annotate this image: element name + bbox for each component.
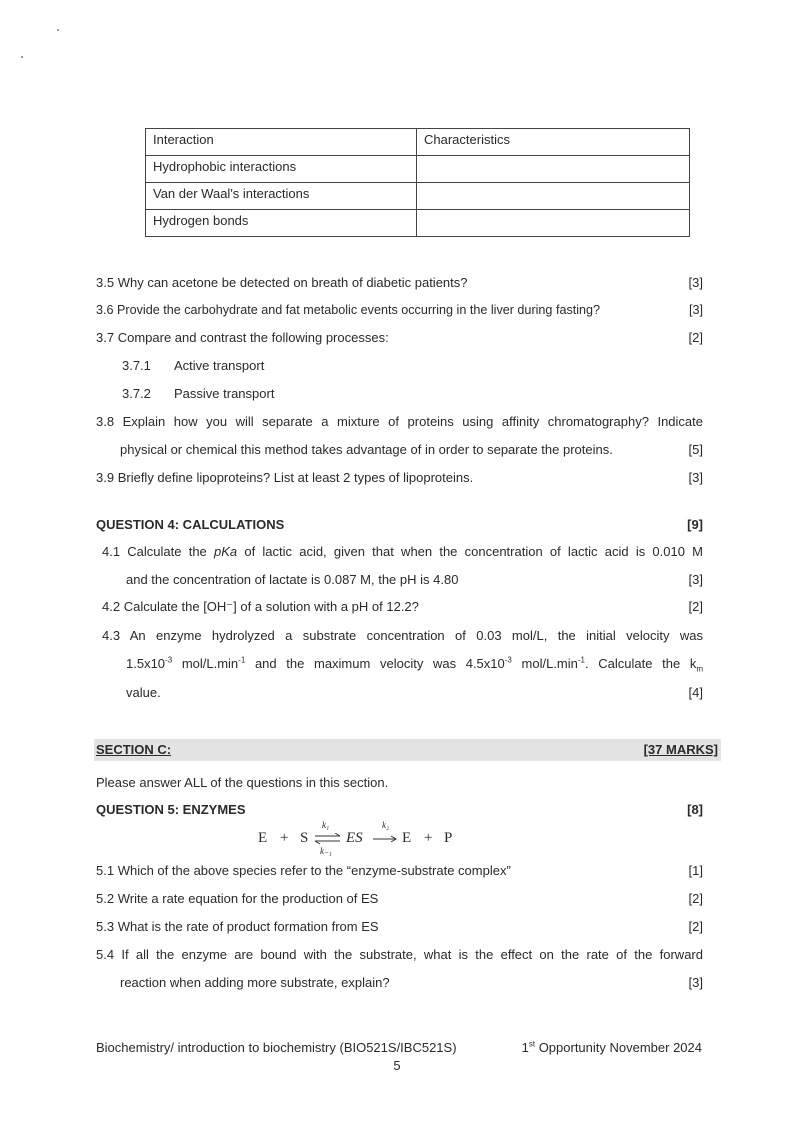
rate-constant-k-minus-1: k₋₁ xyxy=(320,846,332,856)
instruction-text: Please answer ALL of the questions in this section. xyxy=(96,775,389,790)
question-4-3-line2 xyxy=(126,654,703,674)
question-title: QUESTION 5: ENZYMES xyxy=(96,802,246,817)
question-text: If all the enzyme are bound with the substrate, what is the effect on the rate of the forward xyxy=(121,947,703,962)
question-mark: [1] xyxy=(688,863,703,878)
question-mark: [3] xyxy=(688,572,703,587)
question-mark: [2] xyxy=(688,891,703,906)
section-c-header xyxy=(94,739,721,761)
table-row xyxy=(146,210,690,237)
table-cell: Van der Waal's interactions xyxy=(146,183,417,210)
question-3-7-1 xyxy=(122,356,729,376)
question-3-5 xyxy=(96,273,703,293)
rate-constant-k2: k₂ xyxy=(382,820,390,830)
question-number: 3.5 xyxy=(96,275,115,290)
question-mark: [3] xyxy=(688,975,703,990)
enzyme-substrate-complex-symbol: ES xyxy=(346,830,363,846)
question-number: 3.7.1 xyxy=(122,358,151,373)
question-mark: [2] xyxy=(688,919,703,934)
scan-speck xyxy=(57,29,59,31)
plus-sign: + xyxy=(280,830,289,846)
table-row xyxy=(146,183,690,210)
question-text: and the concentration of lactate is 0.087 M, the pH is 4.80 xyxy=(126,572,459,587)
question-number: 3.8 xyxy=(96,414,115,429)
question-mark: [3] xyxy=(688,470,703,485)
question-5-1 xyxy=(96,861,703,881)
substrate-symbol: S xyxy=(300,830,309,846)
question-4-heading xyxy=(96,515,703,535)
question-5-2 xyxy=(96,889,703,909)
question-total-mark: [9] xyxy=(687,517,703,532)
question-text: Passive transport xyxy=(174,386,275,401)
section-title: SECTION C: xyxy=(96,742,172,757)
question-5-4-line2 xyxy=(120,973,703,993)
question-title: QUESTION 4: CALCULATIONS xyxy=(96,517,285,532)
question-4-1-line2 xyxy=(126,570,703,590)
question-text: Which of the above species refer to the “enzyme-substrate complex” xyxy=(117,863,511,878)
footer-course: Biochemistry/ introduction to biochemistry (BIO521S/IBC521S) xyxy=(96,1040,457,1055)
question-mark: [2] xyxy=(688,330,703,345)
question-mark: [3] xyxy=(688,303,703,317)
question-mark: [5] xyxy=(688,442,703,457)
product-symbol: P xyxy=(444,830,453,846)
question-4-3-line3 xyxy=(126,683,703,703)
question-3-7-2 xyxy=(122,384,729,404)
equilibrium-arrows-icon xyxy=(314,833,342,845)
question-3-8-line2 xyxy=(120,440,703,460)
question-number: 3.6 xyxy=(96,303,114,317)
question-4-3-line1 xyxy=(102,626,703,646)
question-number: 4.2 xyxy=(102,599,121,614)
question-5-4-line1 xyxy=(96,945,703,965)
question-text: $1.5x10^{-3}$ mol/$L.\min^{-1}$ and the maximum velocity was $4.5x10^{-3}$ mol/$L.\min^{-1}$. Calculate the $k_m$ xyxy=(126,655,703,674)
question-number: 3.7.2 xyxy=(122,386,151,401)
question-text: Calculate the [OH⁻] of a solution with a pH of 12.2? xyxy=(123,599,419,614)
section-c-instruction xyxy=(96,773,703,793)
enzyme-symbol: E xyxy=(402,830,412,846)
interactions-table xyxy=(145,128,690,237)
question-5-3 xyxy=(96,917,703,937)
question-number: 5.1 xyxy=(96,863,115,878)
scan-speck xyxy=(21,56,23,58)
table-header-cell: Characteristics xyxy=(417,129,690,156)
question-text: value. xyxy=(126,685,161,700)
question-text: Why can acetone be detected on breath of diabetic patients? xyxy=(117,275,468,290)
question-number: 5.4 xyxy=(96,947,115,962)
question-text: Write a rate equation for the production of ES xyxy=(117,891,379,906)
footer-opportunity: 1st Opportunity November 2024 xyxy=(521,1039,702,1055)
table-header-row xyxy=(146,129,690,156)
question-3-9 xyxy=(96,468,703,488)
question-number: 4.3 xyxy=(102,628,121,643)
question-text: physical or chemical this method takes advantage of in order to separate the proteins. xyxy=(120,442,613,457)
question-number: 5.2 xyxy=(96,891,115,906)
question-text: Explain how you will separate a mixture of proteins using affinity chromatography? Indicate xyxy=(122,414,703,429)
question-mark: [4] xyxy=(688,685,703,700)
forward-arrow-icon xyxy=(372,835,398,843)
table-cell xyxy=(417,210,690,237)
enzyme-symbol: E xyxy=(258,830,268,846)
question-text: An enzyme hydrolyzed a substrate concentration of 0.03 mol/L, the initial velocity was xyxy=(129,628,703,643)
question-text: Active transport xyxy=(174,358,265,373)
enzyme-reaction-equation xyxy=(258,822,498,858)
question-text: reaction when adding more substrate, explain? xyxy=(120,975,390,990)
question-number: 3.7 xyxy=(96,330,115,345)
table-cell xyxy=(417,183,690,210)
question-3-6 xyxy=(96,300,703,320)
question-text: Provide the carbohydrate and fat metabolic events occurring in the liver during fasting? xyxy=(117,303,601,317)
question-text: What is the rate of product formation from ES xyxy=(117,919,379,934)
table-cell: Hydrophobic interactions xyxy=(146,156,417,183)
question-3-8-line1 xyxy=(96,412,703,432)
page-number: 5 xyxy=(393,1058,401,1073)
table-cell: Hydrogen bonds xyxy=(146,210,417,237)
question-5-heading xyxy=(96,800,703,820)
rate-constant-k1: k₁ xyxy=(322,820,330,830)
question-text: Calculate the pKa of lactic acid, given that when the concentration of lactic acid is 0.010 M xyxy=(127,544,703,559)
question-text: Compare and contrast the following processes: xyxy=(117,330,389,345)
question-number: 4.1 xyxy=(102,544,121,559)
section-marks: [37 MARKS] xyxy=(643,742,718,757)
question-mark: [3] xyxy=(688,275,703,290)
question-4-2 xyxy=(102,597,703,617)
question-number: 3.9 xyxy=(96,470,115,485)
question-total-mark: [8] xyxy=(687,802,703,817)
question-text: Briefly define lipoproteins? List at least 2 types of lipoproteins. xyxy=(117,470,474,485)
question-3-7 xyxy=(96,328,703,348)
table-cell xyxy=(417,156,690,183)
table-row xyxy=(146,156,690,183)
question-mark: [2] xyxy=(688,599,703,614)
question-number: 5.3 xyxy=(96,919,115,934)
plus-sign: + xyxy=(424,830,433,846)
question-4-1-line1 xyxy=(102,542,703,562)
table-header-cell: Interaction xyxy=(146,129,417,156)
